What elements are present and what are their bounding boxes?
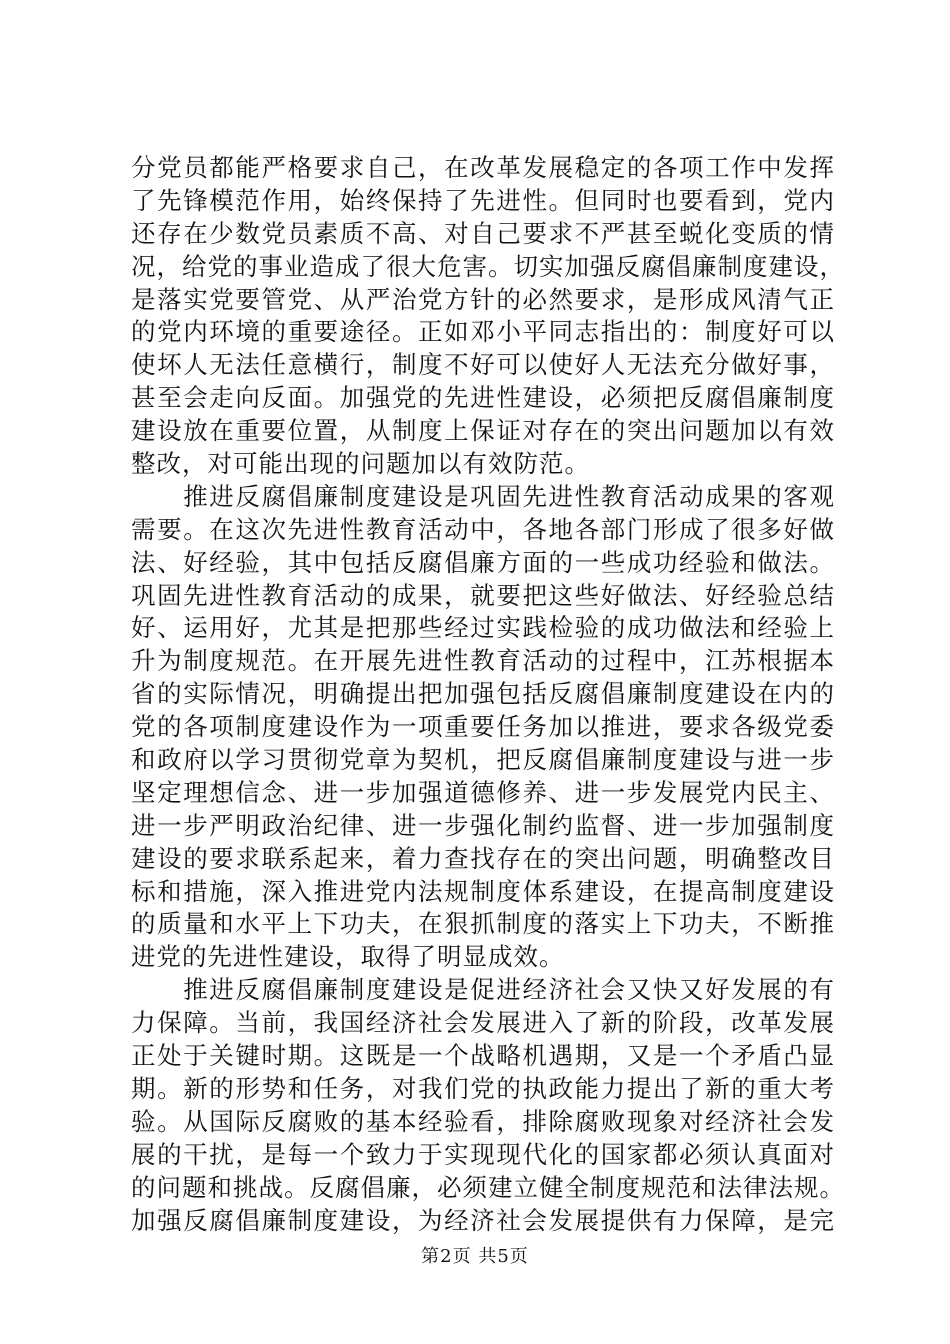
- text-line: 和政府以学习贯彻党章为契机，把反腐倡廉制度建设与进一步: [131, 745, 835, 775]
- text-line: 是落实党要管党、从严治党方针的必然要求，是形成风清气正: [131, 284, 835, 314]
- text-line: 甚至会走向反面。加强党的先进性建设，必须把反腐倡廉制度: [131, 383, 835, 413]
- text-line: 况，给党的事业造成了很大危害。切实加强反腐倡廉制度建设，: [131, 251, 845, 281]
- text-line: 省的实际情况，明确提出把加强包括反腐倡廉制度建设在内的: [131, 679, 835, 709]
- text-line: 期。新的形势和任务，对我们党的执政能力提出了新的重大考: [131, 1073, 835, 1103]
- text-line: 还存在少数党员素质不高、对自己要求不严甚至蜕化变质的情: [131, 218, 835, 248]
- text-line: 了先锋模范作用，始终保持了先进性。但同时也要看到，党内: [131, 185, 835, 215]
- text-line: 整改，对可能出现的问题加以有效防范。: [131, 449, 590, 479]
- text-line: 展的干扰，是每一个致力于实现现代化的国家都必须认真面对: [131, 1139, 835, 1169]
- text-line: 推进反腐倡廉制度建设是巩固先进性教育活动成果的客观: [131, 481, 835, 511]
- text-line: 党的各项制度建设作为一项重要任务加以推进，要求各级党委: [131, 712, 835, 742]
- text-line: 法、好经验，其中包括反腐倡廉方面的一些成功经验和做法。: [131, 547, 835, 577]
- text-line: 建设放在重要位置，从制度上保证对存在的突出问题加以有效: [131, 416, 835, 446]
- text-line: 好、运用好，尤其是把那些经过实践检验的成功做法和经验上: [131, 613, 835, 643]
- text-line: 巩固先进性教育活动的成果，就要把这些好做法、好经验总结: [131, 580, 835, 610]
- text-line: 推进反腐倡廉制度建设是促进经济社会又快又好发展的有: [131, 975, 835, 1005]
- text-line: 标和措施，深入推进党内法规制度体系建设，在提高制度建设: [131, 876, 835, 906]
- text-line: 进党的先进性建设，取得了明显成效。: [131, 942, 565, 972]
- text-line: 力保障。当前，我国经济社会发展进入了新的阶段，改革发展: [131, 1008, 835, 1038]
- text-line: 进一步严明政治纪律、进一步强化制约监督、进一步加强制度: [131, 810, 835, 840]
- text-line: 坚定理想信念、进一步加强道德修养、进一步发展党内民主、: [131, 777, 835, 807]
- text-line: 的党内环境的重要途径。正如邓小平同志指出的：制度好可以: [131, 317, 835, 347]
- text-line: 的质量和水平上下功夫，在狠抓制度的落实上下功夫，不断推: [131, 909, 835, 939]
- text-line: 分党员都能严格要求自己，在改革发展稳定的各项工作中发挥: [131, 153, 835, 182]
- text-line: 正处于关键时期。这既是一个战略机遇期，又是一个矛盾凸显: [131, 1041, 835, 1071]
- page-footer: 第2页 共5页: [421, 1246, 529, 1267]
- text-line: 加强反腐倡廉制度建设，为经济社会发展提供有力保障，是完: [131, 1205, 835, 1235]
- text-line: 建设的要求联系起来，着力查找存在的突出问题，明确整改目: [131, 843, 835, 873]
- text-line: 的问题和挑战。反腐倡廉，必须建立健全制度规范和法律法规。: [131, 1172, 845, 1202]
- document-body: [131, 152, 845, 1237]
- text-line: 升为制度规范。在开展先进性教育活动的过程中，江苏根据本: [131, 646, 835, 676]
- text-line: 验。从国际反腐败的基本经验看，排除腐败现象对经济社会发: [131, 1106, 835, 1136]
- text-line: 需要。在这次先进性教育活动中，各地各部门形成了很多好做: [131, 514, 835, 544]
- text-line: 使坏人无法任意横行，制度不好可以使好人无法充分做好事，: [131, 350, 835, 380]
